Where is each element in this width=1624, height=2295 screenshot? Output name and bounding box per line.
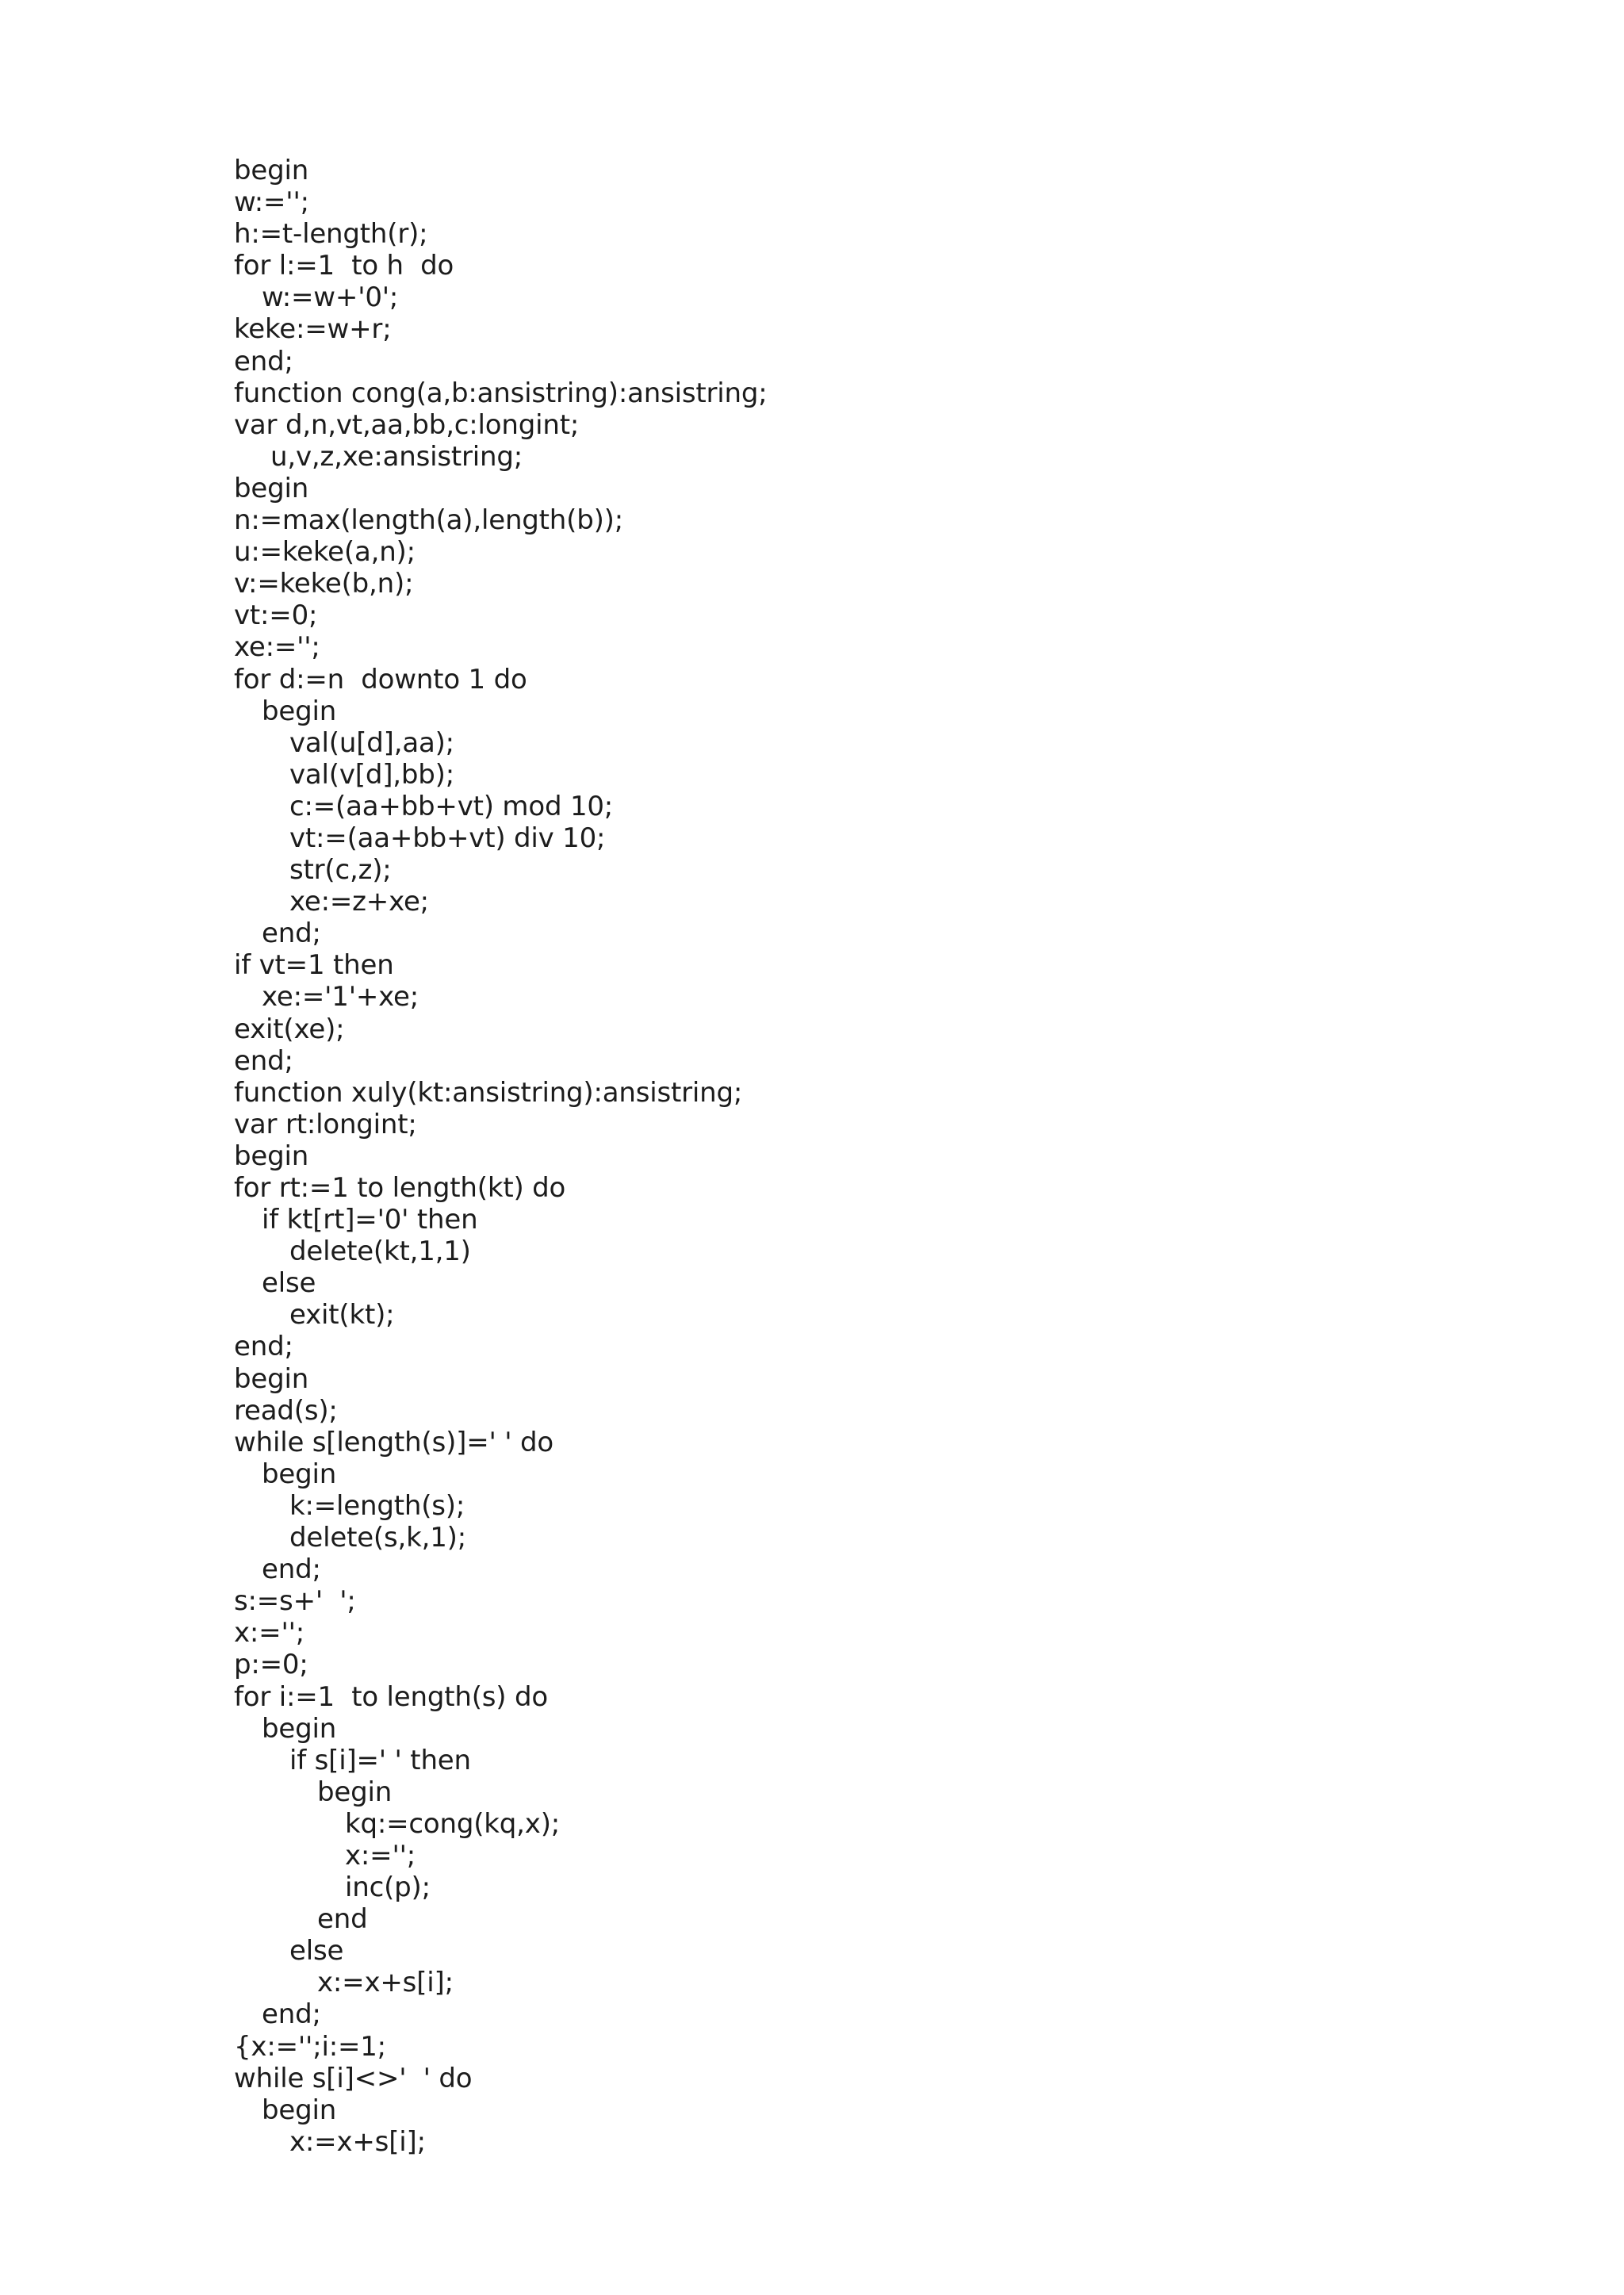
code-line: for d:=n downto 1 do <box>234 663 527 695</box>
code-line: u:=keke(a,n); <box>234 536 416 569</box>
code-line: delete(s,k,1); <box>289 1522 466 1554</box>
code-line: h:=t-length(r); <box>234 218 428 251</box>
code-line: x:=''; <box>234 1617 305 1649</box>
code-line: n:=max(length(a),length(b)); <box>234 504 623 537</box>
code-line: exit(xe); <box>234 1013 345 1045</box>
code-line: begin <box>317 1776 393 1808</box>
code-line: kq:=cong(kq,x); <box>345 1807 561 1840</box>
code-line: else <box>262 1267 316 1300</box>
code-line: x:=''; <box>345 1839 416 1872</box>
code-line: keke:=w+r; <box>234 313 392 346</box>
code-line: begin <box>234 1140 309 1172</box>
code-line: u,v,z,xe:ansistring; <box>270 440 523 473</box>
code-line: vt:=0; <box>234 600 318 632</box>
code-line: begin <box>234 155 309 186</box>
code-line: begin <box>262 2094 337 2126</box>
code-line: end <box>317 1903 368 1936</box>
code-line: s:=s+' '; <box>234 1585 356 1618</box>
code-line: read(s); <box>234 1394 338 1427</box>
code-line: vt:=(aa+bb+vt) div 10; <box>289 822 606 854</box>
code-line: while s[i]<>' ' do <box>234 2062 473 2094</box>
code-line: end; <box>262 918 321 950</box>
code-line: function xuly(kt:ansistring):ansistring; <box>234 1076 743 1109</box>
code-line: val(u[d],aa); <box>289 726 454 759</box>
code-line: if kt[rt]='0' then <box>262 1204 478 1236</box>
code-line: while s[length(s)]=' ' do <box>234 1426 554 1458</box>
code-line: p:=0; <box>234 1649 308 1681</box>
code-line: w:=''; <box>234 186 309 219</box>
code-line: function cong(a,b:ansistring):ansistring; <box>234 377 768 409</box>
code-line: if vt=1 then <box>234 949 394 982</box>
code-line: v:=keke(b,n); <box>234 568 414 600</box>
code-line: end; <box>262 1554 321 1586</box>
code-line: var rt:longint; <box>234 1108 417 1140</box>
code-line: begin <box>234 1362 309 1395</box>
code-line: var d,n,vt,aa,bb,c:longint; <box>234 408 580 441</box>
code-line: k:=length(s); <box>289 1489 465 1522</box>
code-line: exit(kt); <box>289 1299 395 1331</box>
code-line: for l:=1 to h do <box>234 250 454 282</box>
code-line: if s[i]=' ' then <box>289 1744 471 1776</box>
code-line: for rt:=1 to length(kt) do <box>234 1172 566 1204</box>
code-line: xe:=z+xe; <box>289 886 429 918</box>
code-line: begin <box>262 1458 337 1490</box>
code-line: end; <box>234 1044 293 1077</box>
code-line: {x:='';i:=1; <box>234 2030 386 2063</box>
code-line: begin <box>262 695 337 727</box>
code-line: xe:='1'+xe; <box>262 981 419 1013</box>
code-line: begin <box>234 472 309 504</box>
code-line: delete(kt,1,1) <box>289 1236 471 1268</box>
code-line: w:=w+'0'; <box>262 282 399 314</box>
code-line: else <box>289 1935 344 1967</box>
code-line: end; <box>234 345 293 377</box>
code-line: begin <box>262 1712 337 1745</box>
code-line: inc(p); <box>345 1872 431 1904</box>
code-line: xe:=''; <box>234 631 320 664</box>
code-line: str(c,z); <box>289 854 392 887</box>
code-listing <box>234 155 768 2158</box>
code-line: x:=x+s[i]; <box>317 1967 454 1999</box>
code-line: end; <box>234 1331 293 1363</box>
code-line: end; <box>262 1998 321 2031</box>
code-line: val(v[d],bb); <box>289 758 454 791</box>
code-line: c:=(aa+bb+vt) mod 10; <box>289 790 614 822</box>
code-line: for i:=1 to length(s) do <box>234 1680 548 1713</box>
code-line: x:=x+s[i]; <box>289 2125 426 2158</box>
